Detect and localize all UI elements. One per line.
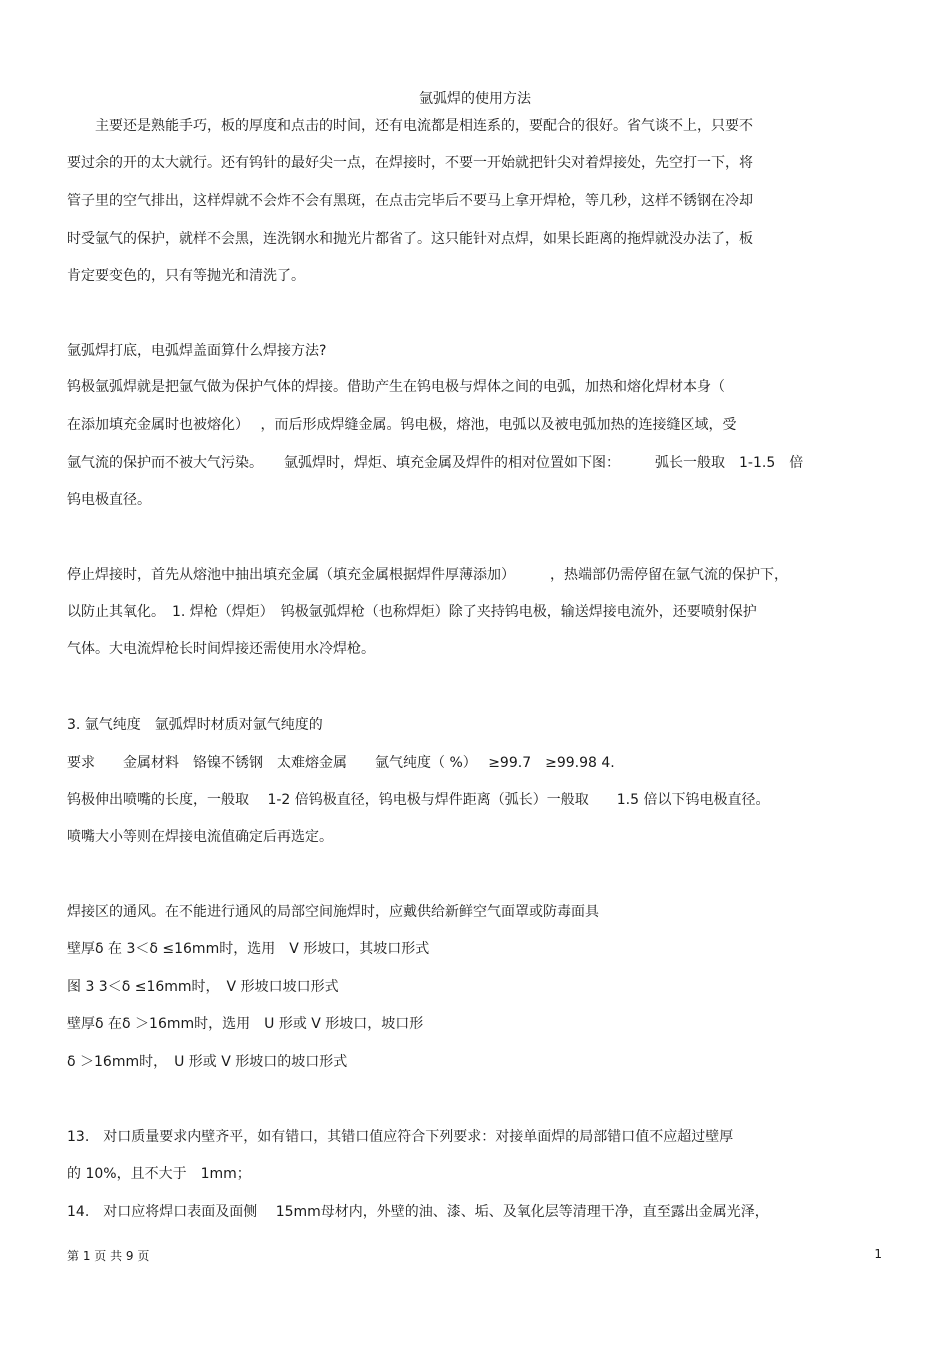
paragraph-line: 要求 金属材料 铬镍不锈钢 太难熔金属 氩气纯度（ %） ≥99.7 ≥99.98 4. [67,755,615,771]
paragraph-line: 钨极氩弧焊就是把氩气做为保护气体的焊接。借助产生在钨电极与焊体之间的电弧，加热和熔化焊材本身（ [67,379,725,395]
numbered-item: 14. 对口应将焊口表面及面侧 15mm母材内，外壁的油、漆、垢、及氧化层等清理干净，直至露出金属光泽， [67,1204,769,1220]
paragraph-line: 时受氩气的保护，就样不会黑，连洗钢水和抛光片都省了。这只能针对点焊，如果长距离的拖焊就没办法了，板 [67,231,753,247]
paragraph-line: 以防止其氧化。 1. 焊枪（焊炬） 钨极氩弧焊枪（也称焊炬）除了夹持钨电极，输送焊接电流外，还要喷射保护 [67,604,757,620]
paragraph-line: 焊接区的通风。在不能进行通风的局部空间施焊时，应戴供给新鲜空气面罩或防毒面具 [67,904,599,920]
paragraph-line: 氩气流的保护而不被大气污染。 氩弧焊时，焊炬、填充金属及焊件的相对位置如下图： 弧长一般取 1-1.5 倍 [67,455,804,471]
paragraph-line: 气体。大电流焊枪长时间焊接还需使用水冷焊枪。 [67,641,375,657]
page-number: 1 [874,1247,882,1261]
paragraph-line: 肯定要变色的，只有等抛光和清洗了。 [67,268,305,284]
paragraph-line: 钨极伸出喷嘴的长度，一般取 1-2 倍钨极直径，钨电极与焊件距离（弧长）一般取 1.5 倍以下钨电极直径。 [67,792,770,808]
paragraph-line: 停止焊接时，首先从熔池中抽出填充金属（填充金属根据焊件厚薄添加） ，热端部仍需停留在氩气流的保护下， [67,567,788,583]
paragraph-line: 钨电极直径。 [67,492,151,508]
paragraph-line: 主要还是熟能手巧，板的厚度和点击的时间，还有电流都是相连系的，要配合的很好。省气谈不上，只要不 [67,118,753,134]
page-footer-label: 第 1 页 共 9 页 [67,1249,150,1263]
numbered-item: 13. 对口质量要求内壁齐平，如有错口，其错口值应符合下列要求：对接单面焊的局部错口值不应超过壁厚 [67,1129,734,1145]
paragraph-line: 喷嘴大小等则在焊接电流值确定后再选定。 [67,829,333,845]
paragraph-line: 要过余的开的太大就行。还有钨针的最好尖一点，在焊接时，不要一开始就把针尖对着焊接处，先空打一下，将 [67,155,753,171]
paragraph-line: 壁厚δ 在δ ＞16mm时，选用 U 形或 V 形坡口，坡口形 [67,1016,424,1032]
paragraph-line: 壁厚δ 在 3＜δ ≤16mm时，选用 V 形坡口，其坡口形式 [67,941,430,957]
paragraph-line: 在添加填充金属时也被熔化） ，而后形成焊缝金属。钨电极，熔池，电弧以及被电弧加热的连接缝区域，受 [67,417,737,433]
section-heading: 3. 氩气纯度 氩弧焊时材质对氩气纯度的 [67,717,323,733]
paragraph-line: 的 10%，且不大于 1mm； [67,1166,251,1182]
section-heading: 氩弧焊打底，电弧焊盖面算什么焊接方法? [67,343,327,359]
document-title: 氩弧焊的使用方法 [419,91,531,107]
paragraph-line: 管子里的空气排出，这样焊就不会炸不会有黑斑，在点击完毕后不要马上拿开焊枪，等几秒，这样不锈钢在冷却 [67,193,753,209]
paragraph-line: δ ＞16mm时， U 形或 V 形坡口的坡口形式 [67,1054,348,1070]
paragraph-line: 图 3 3＜δ ≤16mm时， V 形坡口坡口形式 [67,979,339,995]
